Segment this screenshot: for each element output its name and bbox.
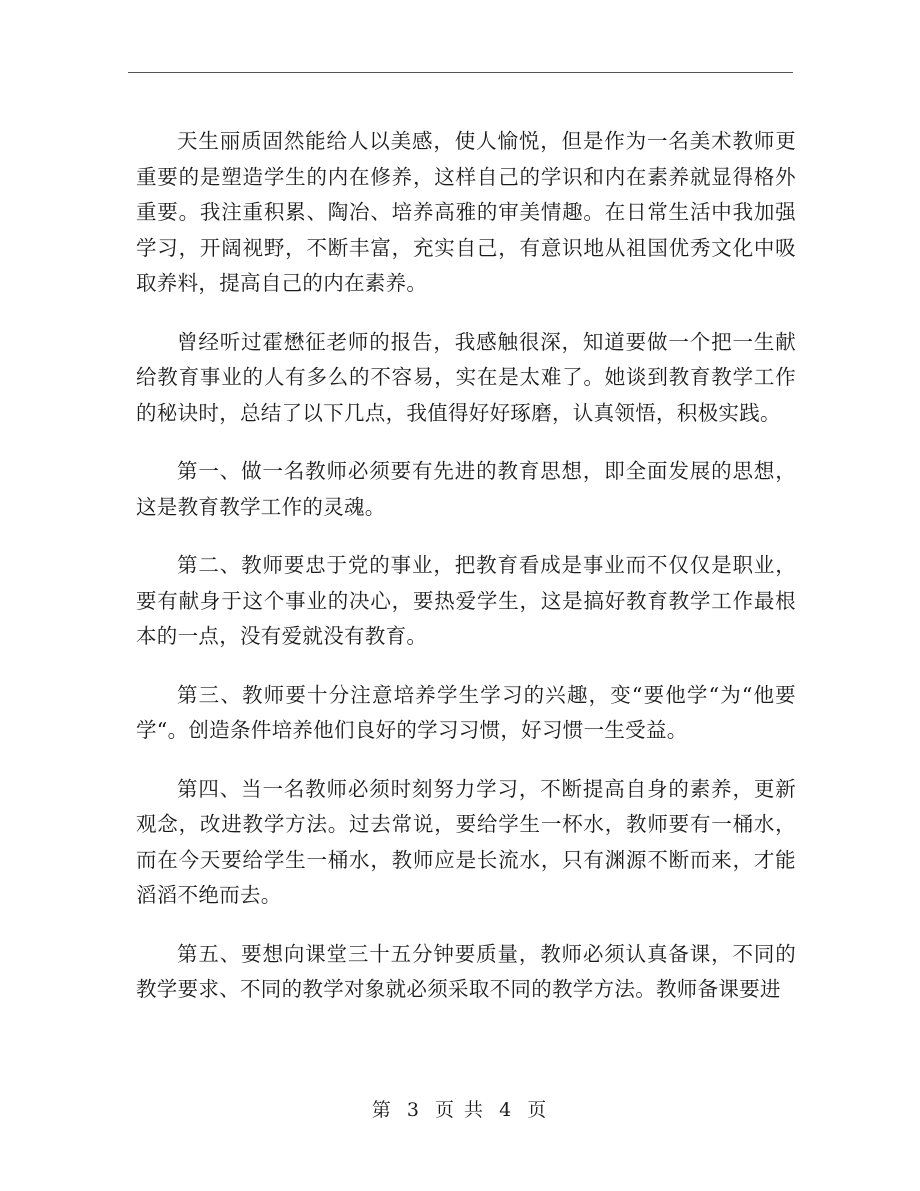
paragraph-4: 第二、教师要忠于党的事业，把教育看成是事业而不仅仅是职业，要有献身于这个事业的决心，要热爱学生，这是搞好教育教学工作最根本的一点，没有爱就没有教育。 xyxy=(136,553,796,648)
footer-middle: 页 共 xyxy=(434,1099,486,1121)
footer-current-page: 3 xyxy=(406,1099,421,1121)
paragraph-1: 天生丽质固然能给人以美感，使人愉悦，但是作为一名美术教师更重要的是塑造学生的内在修养，这样自己的学识和内在素养就显得格外重要。我注重积累、陶冶、培养高雅的审美情趣。在日常生活中我加强学习，开阔视野，不断丰富，充实自己，有意识地从祖国优秀文化中吸取养料，提高自己的内在素养。 xyxy=(136,129,796,295)
paragraph-2: 曾经听过霍懋征老师的报告，我感触很深，知道要做一个把一生献给教育事业的人有多么的不容易，实在是太难了。她谈到教育教学工作的秘诀时，总结了以下几点，我值得好好琢磨，认真领悟，积极实践。 xyxy=(136,329,796,425)
footer-suffix: 页 xyxy=(527,1099,549,1121)
paragraph-7: 第五、要想向课堂三十五分钟要质量，教师必须认真备课，不同的教学要求、不同的教学对象就必须采取不同的教学方法。教师备课要进 xyxy=(136,941,796,1001)
footer-total-pages: 4 xyxy=(499,1099,514,1121)
page-footer xyxy=(0,1095,920,1122)
paragraph-3: 第一、做一名教师必须要有先进的教育思想，即全面发展的思想，这是教育教学工作的灵魂。 xyxy=(136,459,796,519)
paragraph-5: 第三、教师要十分注意培养学生学习的兴趣，变“要他学“为“他要学“。创造条件培养他们良好的学习习惯，好习惯一生受益。 xyxy=(136,682,796,742)
document-body xyxy=(136,124,796,1031)
paragraph-6: 第四、当一名教师必须时刻努力学习，不断提高自身的素养，更新观念，改进教学方法。过去常说，要给学生一杯水，教师要有一桶水，而在今天要给学生一桶水，教师应是长流水，只有渊源不断而来，才能滔滔不绝而去。 xyxy=(136,776,796,907)
footer-prefix: 第 xyxy=(371,1099,393,1121)
header-rule xyxy=(128,72,793,73)
